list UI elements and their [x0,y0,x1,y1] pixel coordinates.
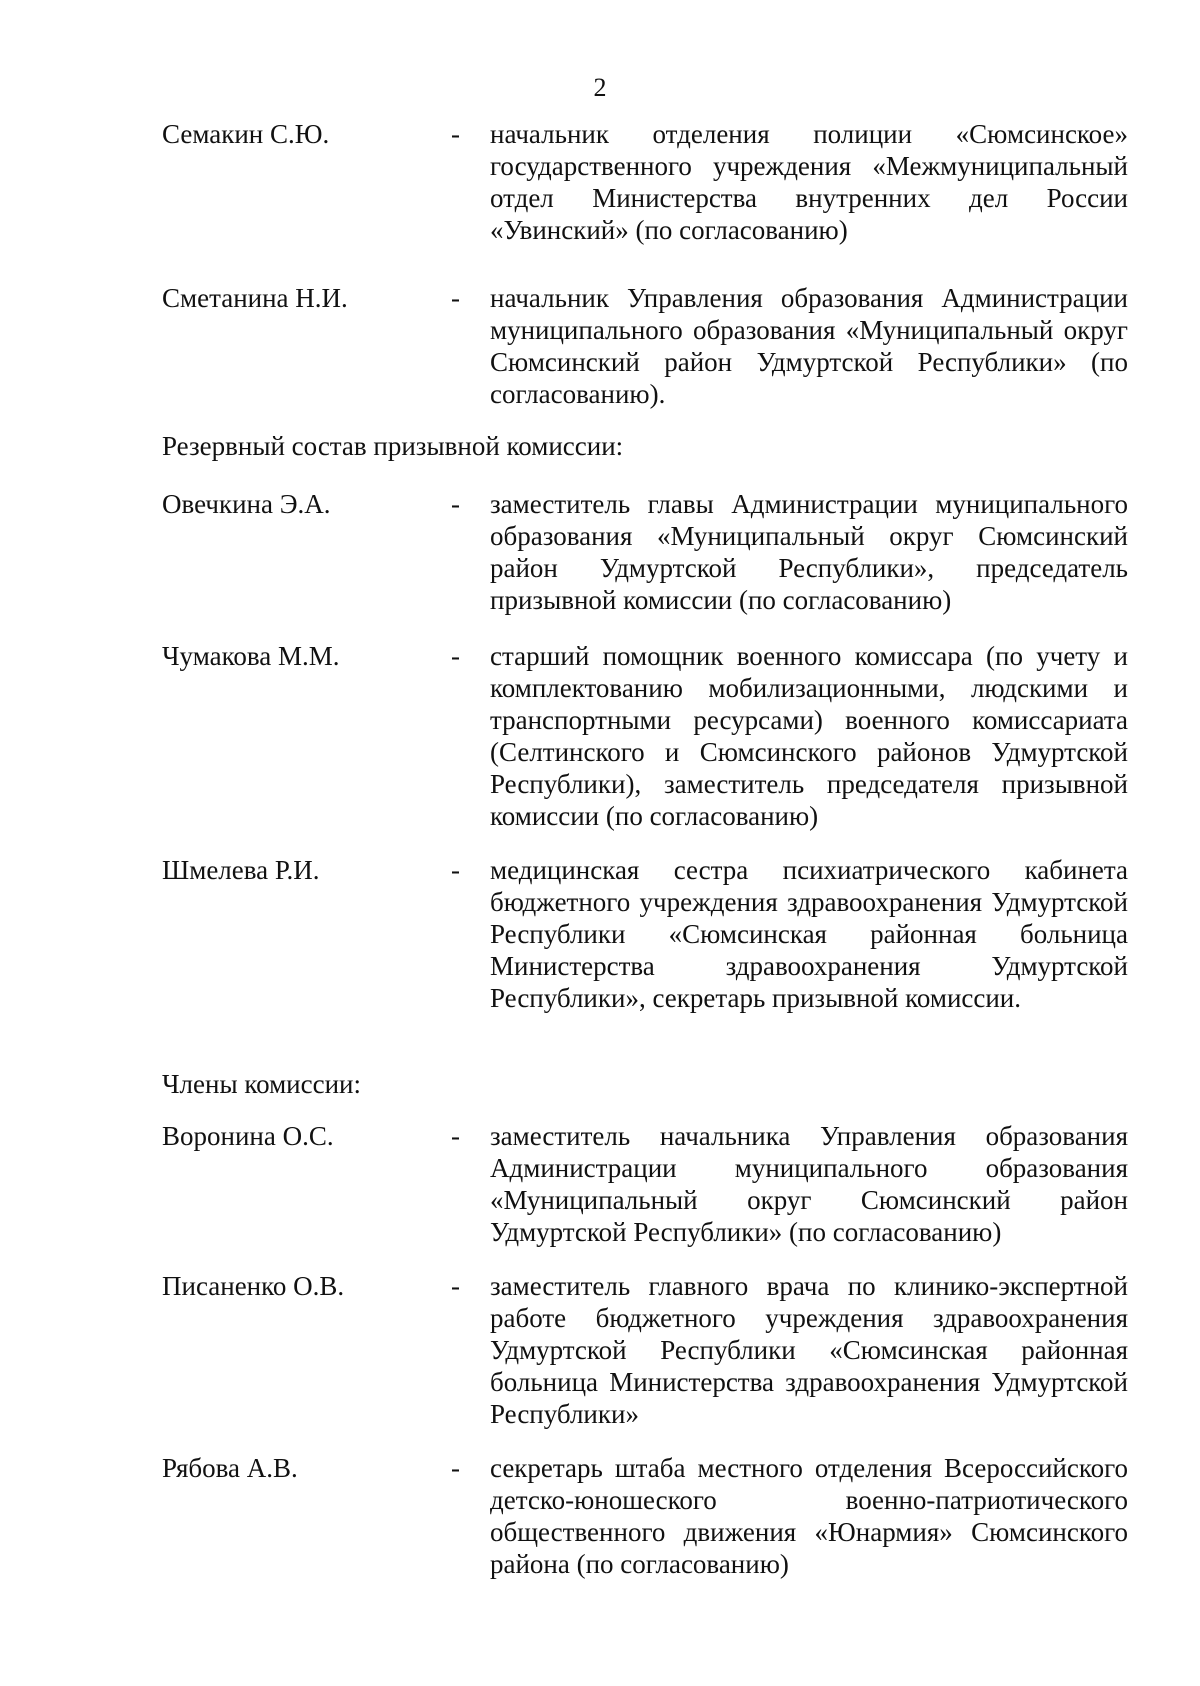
entry-dash: - [451,489,460,519]
member-position: заместитель начальника Управления образования Администрации муниципального образования «Муниципальный округ Сюмсинский район Удмуртской Республики» (по согласованию) [490,1121,1128,1247]
page-number: 2 [593,73,607,102]
member-position: начальник отделения полиции «Сюмсинское» государственного учреждения «Межмуниципальный отдел Министерства внутренних дел России «Увинский» (по согласованию) [490,119,1128,245]
entry-dash: - [451,1453,460,1483]
section-heading-reserve: Резервный состав призывной комиссии: [162,431,624,461]
member-position: старший помощник военного комиссара (по учету и комплектованию мобилизационными, людскими и транспортными ресурсами) военного комиссариата (Селтинского и Сюмсинского районов Удмуртской Республики), заместитель председателя призывной комиссии (по согласованию) [490,641,1128,831]
member-name: Воронина О.С. [162,1121,334,1151]
section-heading-members: Члены комиссии: [162,1069,361,1099]
member-position: заместитель главы Администрации муниципального образования «Муниципальный округ Сюмсинский район Удмуртской Республики», председатель призывной комиссии (по согласованию) [490,489,1128,615]
member-name: Чумакова М.М. [162,641,340,671]
member-name: Шмелева Р.И. [162,855,320,885]
member-name: Овечкина Э.А. [162,489,331,519]
entry-dash: - [451,1121,460,1151]
entry-dash: - [451,283,460,313]
member-position: заместитель главного врача по клинико-экспертной работе бюджетного учреждения здравоохранения Удмуртской Республики «Сюмсинская районная больница Министерства здравоохранения Удмуртской Республики» [490,1271,1128,1429]
entry-dash: - [451,1271,460,1301]
entry-dash: - [451,641,460,671]
entry-dash: - [451,119,460,149]
member-position: медицинская сестра психиатрического кабинета бюджетного учреждения здравоохранения Удмуртской Республики «Сюмсинская районная больница Министерства здравоохранения Удмуртской Республики», секретарь призывной комиссии. [490,855,1128,1013]
member-name: Сметанина Н.И. [162,283,348,313]
member-position: секретарь штаба местного отделения Всероссийского детско-юношеского военно-патриотического общественного движения «Юнармия» Сюмсинского района (по согласованию) [490,1453,1128,1579]
member-name: Семакин С.Ю. [162,119,330,149]
entry-dash: - [451,855,460,885]
member-name: Рябова А.В. [162,1453,298,1483]
member-name: Писаненко О.В. [162,1271,345,1301]
member-position: начальник Управления образования Администрации муниципального образования «Муниципальный округ Сюмсинский район Удмуртской Республики» (по согласованию). [490,283,1128,409]
